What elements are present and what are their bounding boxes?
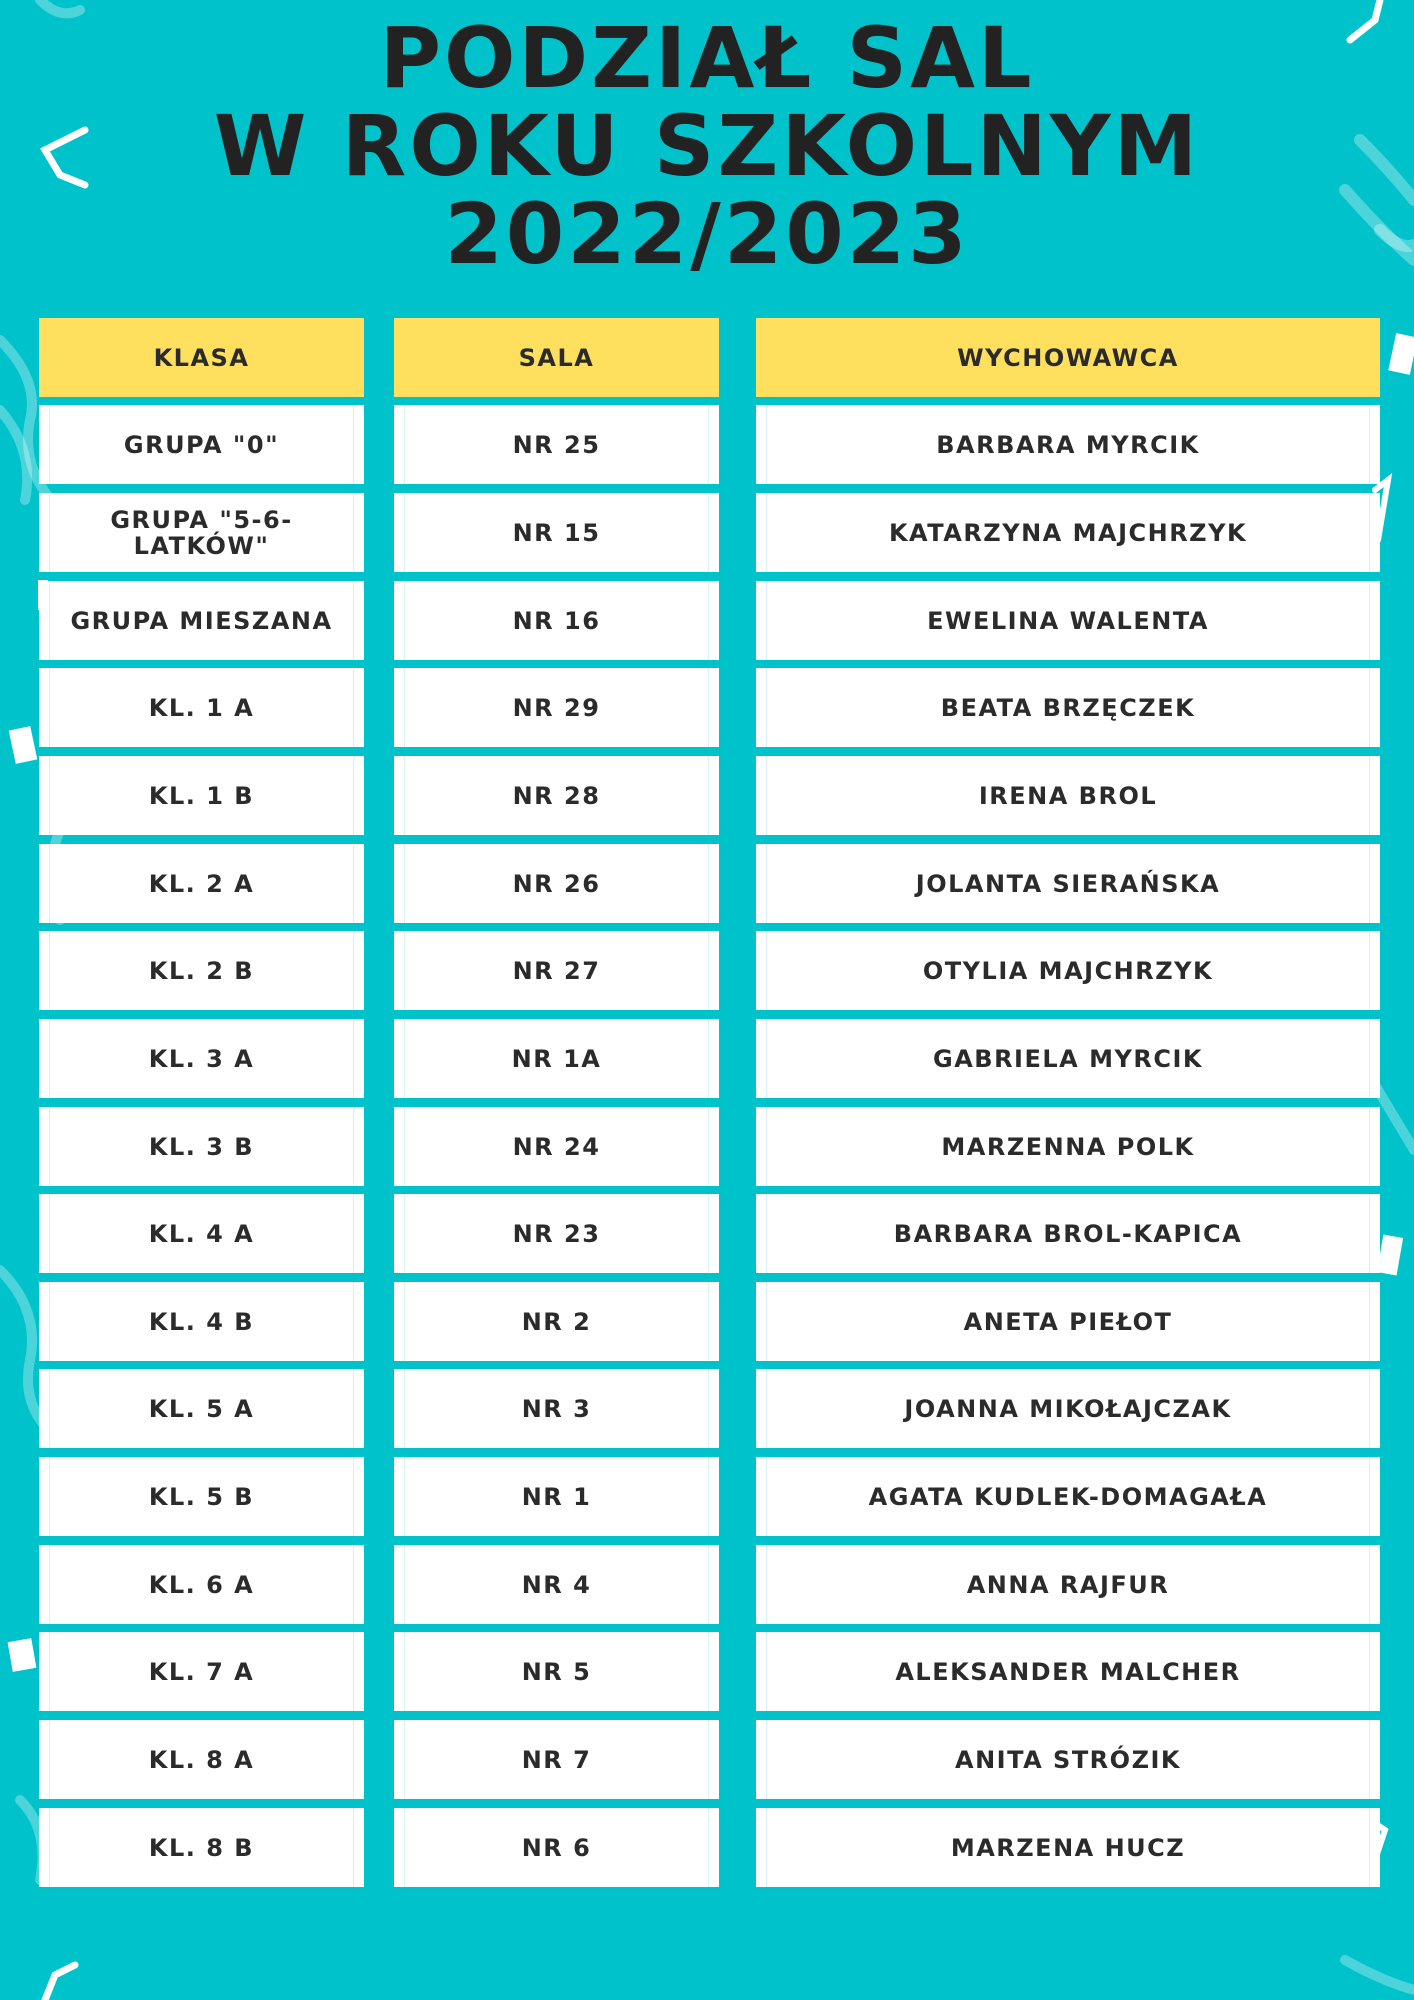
title-line-2: W ROKU SZKOLNYM — [213, 97, 1201, 195]
cell-klasa: KL. 3 A — [39, 1019, 364, 1098]
cell-wychowawca: KATARZYNA MAJCHRZYK — [756, 493, 1380, 572]
cell-klasa: KL. 1 A — [39, 668, 364, 747]
cell-wychowawca: ANITA STRÓZIK — [756, 1720, 1380, 1799]
cell-sala: NR 6 — [394, 1808, 719, 1887]
cell-sala: NR 29 — [394, 668, 719, 747]
cell-klasa: KL. 2 A — [39, 844, 364, 923]
cell-wychowawca: JOANNA MIKOŁAJCZAK — [756, 1369, 1380, 1448]
cell-klasa: KL. 4 B — [39, 1282, 364, 1361]
cell-sala: NR 26 — [394, 844, 719, 923]
title-line-3: 2022/2023 — [444, 185, 970, 283]
cell-sala: NR 5 — [394, 1632, 719, 1711]
cell-wychowawca: BEATA BRZĘCZEK — [756, 668, 1380, 747]
cell-klasa: KL. 5 A — [39, 1369, 364, 1448]
cell-klasa: KL. 7 A — [39, 1632, 364, 1711]
cell-sala: NR 16 — [394, 581, 719, 660]
cell-wychowawca: BARBARA BROL-KAPICA — [756, 1194, 1380, 1273]
cell-sala: NR 7 — [394, 1720, 719, 1799]
cell-sala: NR 23 — [394, 1194, 719, 1273]
cell-klasa: KL. 8 A — [39, 1720, 364, 1799]
cell-sala: NR 1A — [394, 1019, 719, 1098]
cell-klasa: GRUPA "0" — [39, 405, 364, 484]
cell-sala: NR 3 — [394, 1369, 719, 1448]
cell-wychowawca: GABRIELA MYRCIK — [756, 1019, 1380, 1098]
cell-sala: NR 4 — [394, 1545, 719, 1624]
page-title — [0, 9, 1414, 283]
cell-klasa: KL. 3 B — [39, 1107, 364, 1186]
cell-wychowawca: ANETA PIEŁOT — [756, 1282, 1380, 1361]
cell-sala: NR 15 — [394, 493, 719, 572]
header-sala: SALA — [394, 318, 719, 397]
cell-wychowawca: MARZENNA POLK — [756, 1107, 1380, 1186]
cell-klasa: KL. 4 A — [39, 1194, 364, 1273]
cell-klasa: KL. 8 B — [39, 1808, 364, 1887]
cell-klasa: GRUPA MIESZANA — [39, 581, 364, 660]
cell-sala: NR 27 — [394, 931, 719, 1010]
cell-wychowawca: OTYLIA MAJCHRZYK — [756, 931, 1380, 1010]
cell-wychowawca: ALEKSANDER MALCHER — [756, 1632, 1380, 1711]
header-wychowawca: WYCHOWAWCA — [756, 318, 1380, 397]
cell-sala: NR 24 — [394, 1107, 719, 1186]
cell-wychowawca: EWELINA WALENTA — [756, 581, 1380, 660]
cell-sala: NR 25 — [394, 405, 719, 484]
cell-sala: NR 28 — [394, 756, 719, 835]
cell-wychowawca: BARBARA MYRCIK — [756, 405, 1380, 484]
cell-klasa: KL. 5 B — [39, 1457, 364, 1536]
cell-klasa: GRUPA "5-6-LATKÓW" — [39, 493, 364, 572]
cell-klasa: KL. 6 A — [39, 1545, 364, 1624]
title-line-1: PODZIAŁ SAL — [379, 9, 1035, 107]
cell-klasa: KL. 2 B — [39, 931, 364, 1010]
cell-klasa: KL. 1 B — [39, 756, 364, 835]
cell-wychowawca: IRENA BROL — [756, 756, 1380, 835]
cell-wychowawca: JOLANTA SIERAŃSKA — [756, 844, 1380, 923]
cell-sala: NR 2 — [394, 1282, 719, 1361]
cell-wychowawca: MARZENA HUCZ — [756, 1808, 1380, 1887]
cell-wychowawca: AGATA KUDLEK-DOMAGAŁA — [756, 1457, 1380, 1536]
header-klasa: KLASA — [39, 318, 364, 397]
cell-wychowawca: ANNA RAJFUR — [756, 1545, 1380, 1624]
cell-sala: NR 1 — [394, 1457, 719, 1536]
